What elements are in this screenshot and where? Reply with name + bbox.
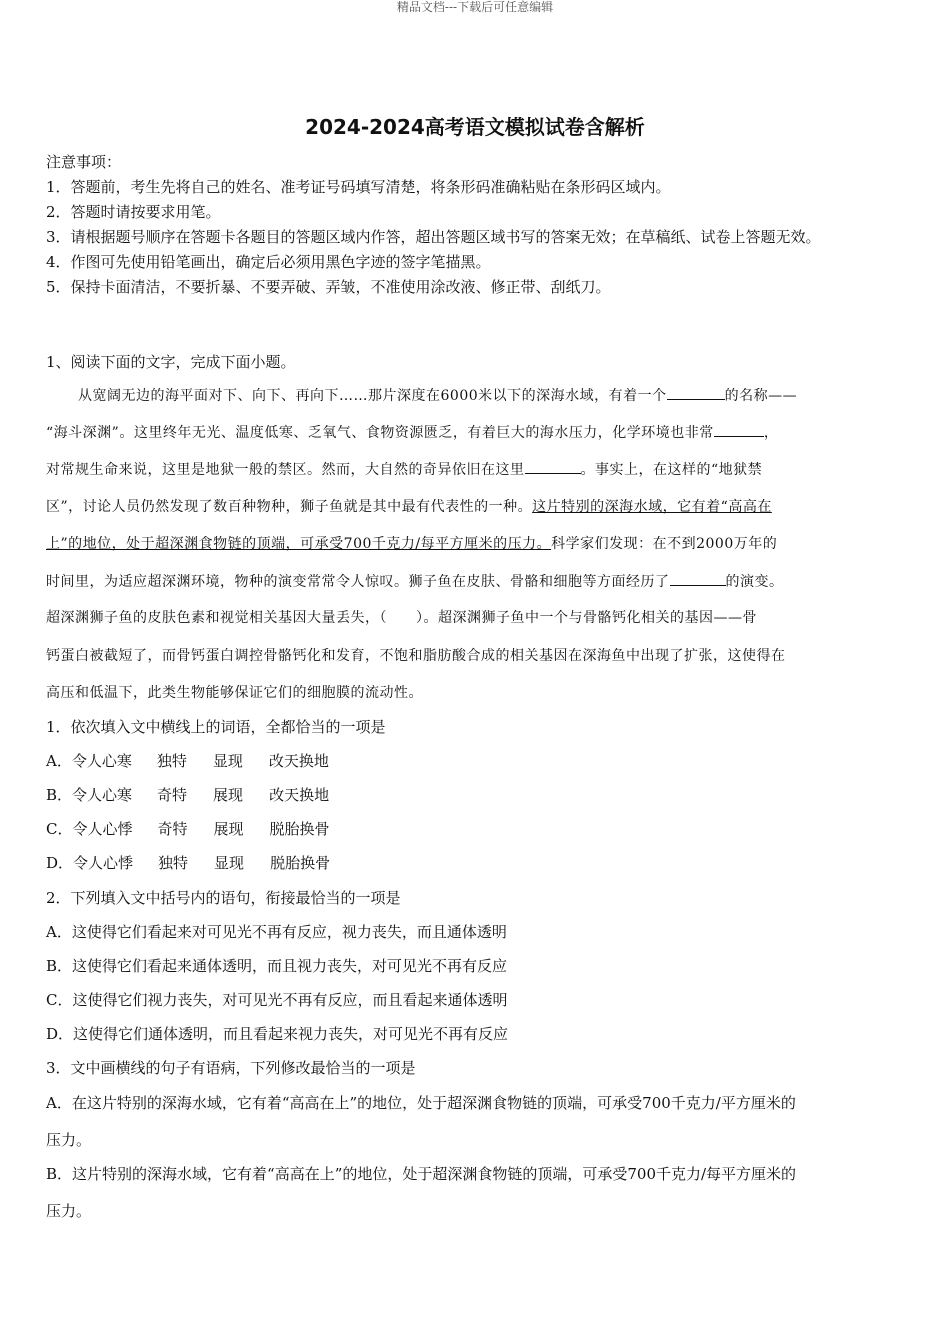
option-word: 独特	[156, 752, 187, 770]
passage-line: 超深渊狮子鱼的皮肤色素和视觉相关基因大量丢失，（ ）。超深渊狮子鱼中一个与骨骼钙化相关的基因——骨	[46, 610, 757, 626]
notice-item: 2．答题时请按要求用笔。	[46, 203, 221, 221]
question-stem: 2．下列填入文中括号内的语句，衔接最恰当的一项是	[46, 889, 401, 907]
question-stem: 3．文中画横线的句子有语病，下列修改最恰当的一项是	[46, 1059, 416, 1077]
notice-item: 1．答题前，考生先将自己的姓名、准考证号码填写清楚，将条形码准确粘贴在条形码区域内。	[46, 178, 671, 196]
passage-text: “海斗深渊”。这里终年无光、温度低寒、乏氧气、食物资源匮乏，有着巨大的海水压力，化学环境也非常	[46, 425, 714, 441]
notice-item: 3．请根据题号顺序在答题卡各题目的答题区域内作答，超出答题区域书写的答案无效；在草稿纸、试卷上答题无效。	[46, 228, 821, 246]
fill-blank	[714, 422, 764, 437]
passage-text: 区”，讨论人员仍然发现了数百种物种，狮子鱼就是其中最有代表性的一种。	[46, 499, 533, 515]
passage-text: 。事实上，在这样的“地狱禁	[580, 462, 763, 478]
option-label: A．令人心寒	[46, 752, 132, 770]
option-word: 脱胎换骨	[270, 854, 331, 872]
answer-option[interactable]	[46, 751, 329, 771]
option-label: C．令人心悸	[46, 820, 133, 838]
section-intro: 1、阅读下面的文字，完成下面小题。	[46, 353, 296, 371]
passage-text: 的演变。	[725, 574, 784, 590]
option-word: 奇特	[157, 820, 188, 838]
page-banner: 精品文档---下载后可任意编辑	[396, 0, 554, 14]
answer-option-continued: 压力。	[46, 1131, 92, 1149]
answer-option[interactable]: C．这使得它们视力丧失，对可见光不再有反应，而且看起来通体透明	[46, 991, 508, 1009]
passage-line	[46, 422, 778, 443]
notice-item: 5．保持卡面清洁，不要折暴、不要弄破、弄皱，不准使用涂改液、修正带、刮纸刀。	[46, 278, 611, 296]
answer-option[interactable]: A．在这片特别的深海水域，它有着“高高在上”的地位，处于超深渊食物链的顶端，可承受700千克力/平方厘米的	[46, 1094, 796, 1112]
passage-line	[78, 385, 797, 406]
passage-line	[46, 571, 784, 592]
answer-option[interactable]: A．这使得它们看起来对可见光不再有反应，视力丧失，而且通体透明	[46, 923, 507, 941]
passage-line	[46, 497, 772, 517]
fill-blank	[670, 571, 726, 586]
passage-line: 高压和低温下，此类生物能够保证它们的细胞膜的流动性。	[46, 685, 423, 701]
option-word: 独特	[158, 854, 189, 872]
answer-option[interactable]	[46, 819, 330, 839]
passage-line	[46, 459, 762, 480]
fill-blank	[667, 385, 725, 400]
option-word: 展现	[213, 786, 244, 804]
answer-option[interactable]: B．这片特别的深海水域，它有着“高高在上”的地位，处于超深渊食物链的顶端，可承受700千克力/每平方厘米的	[46, 1165, 797, 1183]
answer-option[interactable]: B．这使得它们看起来通体透明，而且视力丧失，对可见光不再有反应	[46, 957, 508, 975]
answer-option-continued: 压力。	[46, 1202, 92, 1220]
passage-line: 钙蛋白被截短了，而骨钙蛋白调控骨骼钙化和发育，不饱和脂肪酸合成的相关基因在深海鱼中出现了扩张，这使得在	[46, 648, 786, 664]
passage-text: 时间里，为适应超深渊环境，物种的演变常常令人惊叹。狮子鱼在皮肤、骨骼和细胞等方面经历了	[46, 574, 670, 590]
option-word: 改天换地	[268, 752, 329, 770]
option-label: B．令人心寒	[46, 786, 133, 804]
passage-text: 从宽阔无边的海平面对下、向下、再向下……那片深度在6000米以下的深海水域，有着一个	[78, 388, 667, 404]
option-word: 显现	[212, 752, 243, 770]
page-title: 2024-2024高考语文模拟试卷含解析	[305, 115, 645, 139]
answer-option[interactable]	[46, 853, 330, 873]
passage-text: 对常规生命来说，这里是地狱一般的禁区。然而，大自然的奇异依旧在这里	[46, 462, 525, 478]
option-word: 展现	[213, 820, 244, 838]
underlined-sentence: 上”的地位，处于超深渊食物链的顶端，可承受700千克力/每平方厘米的压力。	[46, 536, 552, 552]
fill-blank	[525, 459, 581, 474]
answer-option[interactable]	[46, 785, 329, 805]
option-label: D．令人心悸	[46, 854, 134, 872]
passage-text: 的名称——	[724, 388, 798, 404]
answer-option[interactable]: D．这使得它们通体透明，而且看起来视力丧失，对可见光不再有反应	[46, 1025, 509, 1043]
option-word: 奇特	[157, 786, 188, 804]
option-word: 改天换地	[269, 786, 330, 804]
option-word: 显现	[214, 854, 245, 872]
underlined-sentence: 这片特别的深海水域，它有着“高高在	[532, 499, 772, 515]
question-stem: 1．依次填入文中横线上的词语，全都恰当的一项是	[46, 718, 386, 736]
notice-heading: 注意事项：	[46, 153, 122, 171]
passage-text: 科学家们发现：在不到2000万年的	[551, 536, 778, 552]
passage-line	[46, 534, 777, 554]
option-word: 脱胎换骨	[269, 820, 330, 838]
passage-text: ，	[763, 425, 779, 441]
notice-item: 4．作图可先使用铅笔画出，确定后必须用黑色字迹的签字笔描黑。	[46, 253, 491, 271]
